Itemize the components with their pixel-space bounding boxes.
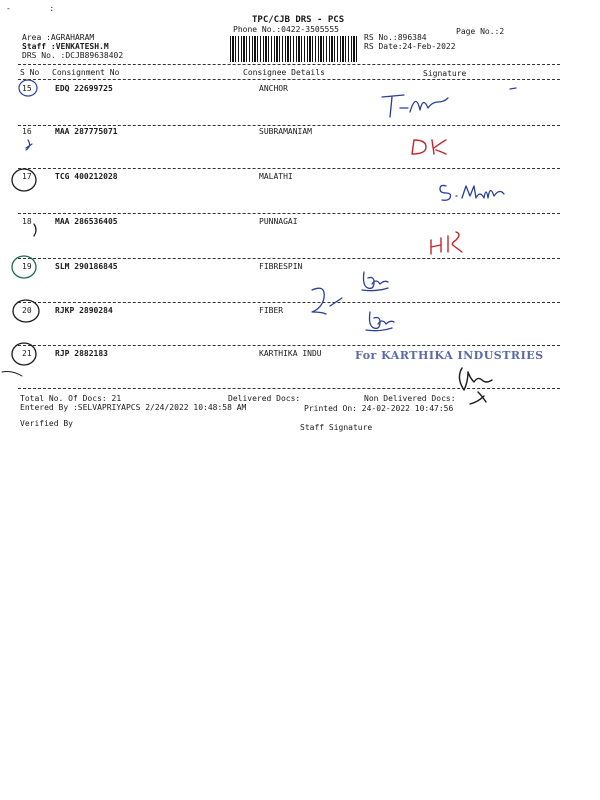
col-consignment: Consignment No xyxy=(52,68,120,77)
phone-number: Phone No.:0422-3505555 xyxy=(233,25,339,34)
serial-circle-21 xyxy=(12,343,36,365)
serial-circle-15 xyxy=(19,80,37,96)
total-docs: Total No. Of Docs: 21 xyxy=(20,394,122,403)
signature-row-19 xyxy=(362,272,388,291)
serial-mark-18 xyxy=(34,224,36,236)
serial-circle-17 xyxy=(12,169,36,191)
document-title: TPC/CJB DRS - PCS xyxy=(252,15,345,25)
page-number: Page No.:2 xyxy=(456,27,505,36)
row-serial: 16 xyxy=(22,127,32,136)
entered-by: Entered By :SELVAPRIYAPCS 2/24/2022 10:48:58 AM xyxy=(20,403,247,412)
staff-signature-label: Staff Signature xyxy=(300,423,373,432)
signature-row-21 xyxy=(459,368,492,404)
rs-date: RS Date:24-Feb-2022 xyxy=(364,42,456,51)
row-consignee: SUBRAMANIAM xyxy=(259,127,312,136)
serial-mark-16 xyxy=(26,140,32,150)
row-consignee: MALATHI xyxy=(259,172,293,181)
row-consignee: FIBER xyxy=(259,306,284,315)
signature-row-16 xyxy=(412,140,446,154)
row-consignment: TCG 400212028 xyxy=(55,172,118,181)
col-signature: Signature xyxy=(423,69,467,78)
company-stamp: For KARTHIKA INDUSTRIES xyxy=(355,349,544,362)
col-consignee: Consignee Details xyxy=(243,68,325,77)
area-label: Area :AGRAHARAM xyxy=(22,33,95,42)
delivered-docs: Delivered Docs: xyxy=(228,394,301,403)
row-serial: 17 xyxy=(22,172,32,181)
signature-row-20 xyxy=(312,288,394,330)
row-consignee: FIBRESPIN xyxy=(259,262,303,271)
row-serial: 19 xyxy=(22,262,32,271)
col-s-no: S No xyxy=(20,68,40,77)
scan-mark: - : xyxy=(6,4,55,13)
drs-number: DRS No. :DCJB89638402 xyxy=(22,51,124,60)
row-serial: 18 xyxy=(22,217,32,226)
signature-row-17 xyxy=(440,185,504,200)
row-consignment: MAA 286536405 xyxy=(55,217,118,226)
signature-row-18 xyxy=(431,232,462,254)
serial-circle-19 xyxy=(12,256,36,278)
serial-circle-20 xyxy=(13,300,39,322)
row-serial: 21 xyxy=(22,349,32,358)
row-consignee: KARTHIKA INDU xyxy=(259,349,322,358)
row-serial: 20 xyxy=(22,306,32,315)
row-consignment: EDQ 22699725 xyxy=(55,84,113,93)
verified-by: Verified By xyxy=(20,419,73,428)
non-delivered-docs: Non Delivered Docs: xyxy=(364,394,456,403)
staff-label: Staff :VENKATESH.M xyxy=(22,42,109,51)
signature-row-15 xyxy=(382,88,516,117)
margin-mark xyxy=(2,372,22,377)
row-consignee: PUNNAGAI xyxy=(259,217,298,226)
row-consignment: RJP 2882183 xyxy=(55,349,108,358)
row-consignment: MAA 287775071 xyxy=(55,127,118,136)
row-consignment: SLM 290186845 xyxy=(55,262,118,271)
rs-number: RS No.:896384 xyxy=(364,33,427,42)
printed-on: Printed On: 24-02-2022 10:47:56 xyxy=(304,404,454,413)
row-consignee: ANCHOR xyxy=(259,84,288,93)
row-consignment: RJKP 2890284 xyxy=(55,306,113,315)
row-serial: 15 xyxy=(22,84,32,93)
